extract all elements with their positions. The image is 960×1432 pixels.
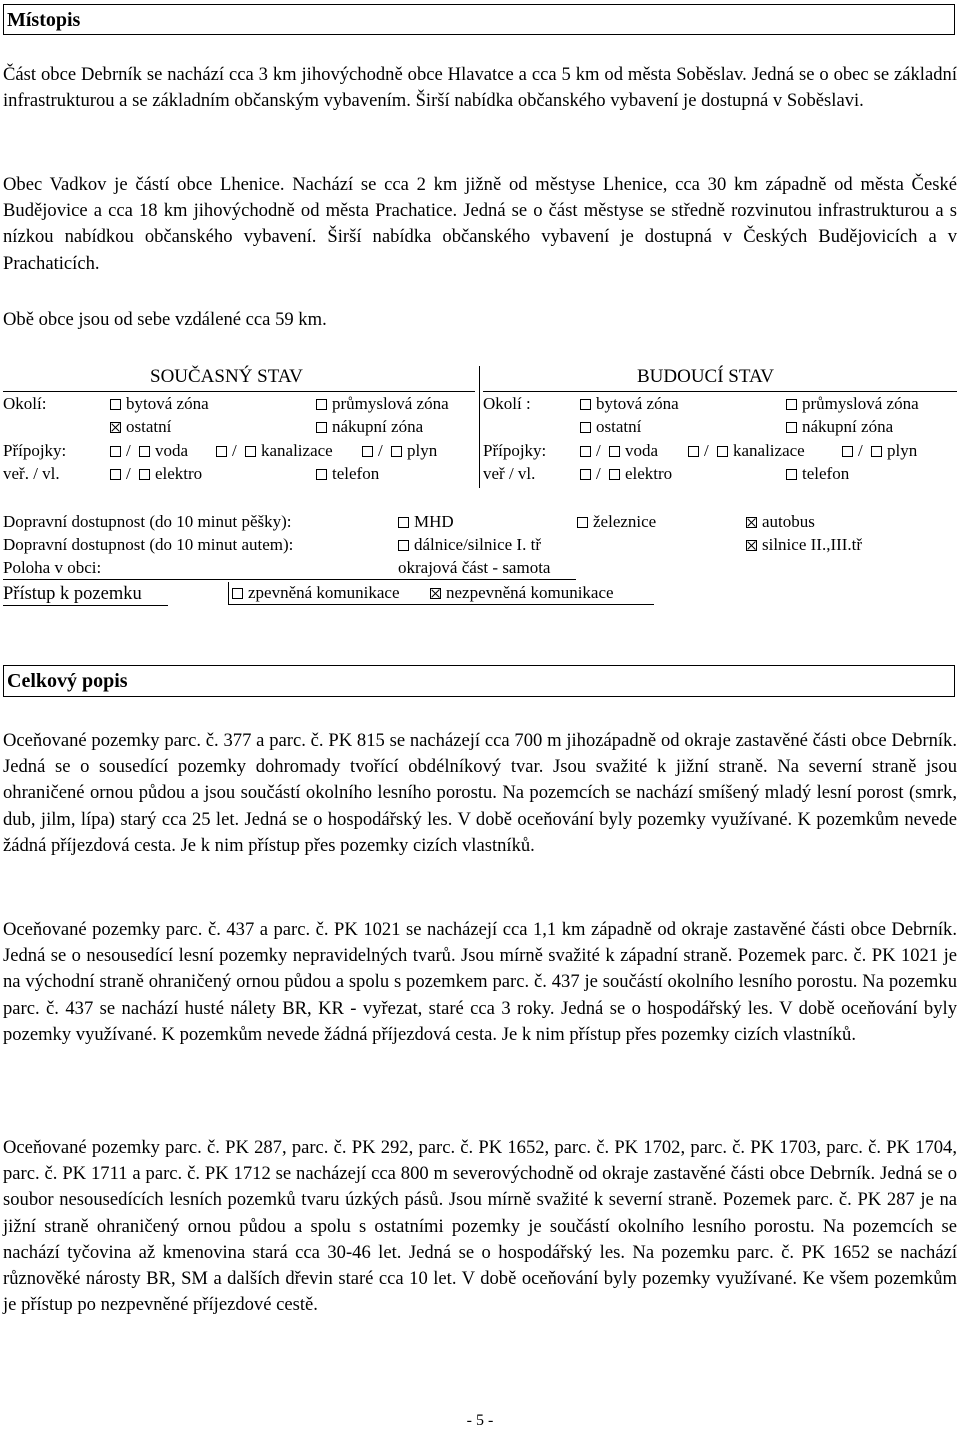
checkbox-icon <box>110 399 121 410</box>
option-elektro-current: / elektro <box>110 463 202 485</box>
checkbox-icon <box>786 469 797 480</box>
okoli-label-current: Okolí: <box>3 394 47 413</box>
checkbox-icon <box>232 588 243 599</box>
option-nakupni-future: nákupní zóna <box>786 416 893 438</box>
option-ostatni-current: ostatní <box>110 416 171 438</box>
current-state-title: SOUČASNÝ STAV <box>150 366 303 387</box>
walking-access-label: Dopravní dostupnost (do 10 minut pěšky): <box>3 512 292 531</box>
checkbox-icon <box>688 446 699 457</box>
checked-checkbox-icon <box>110 422 121 433</box>
checkbox-icon <box>316 469 327 480</box>
checkbox-icon <box>580 469 591 480</box>
access-options-rule <box>228 604 654 605</box>
car-access-label: Dopravní dostupnost (do 10 minut autem): <box>3 535 294 554</box>
table-rule-left <box>3 391 475 392</box>
position-value: okrajová část - samota <box>398 558 551 577</box>
option-bytova-current: bytová zóna <box>110 393 209 415</box>
section-title-mistopis: Místopis <box>3 4 955 35</box>
option-autobus: autobus <box>746 511 815 533</box>
future-state-title: BUDOUCÍ STAV <box>637 366 774 387</box>
checkbox-icon <box>609 446 620 457</box>
table-divider <box>479 366 480 488</box>
paragraph-parcel-437: Oceňované pozemky parc. č. 437 a parc. č. PK 1021 se nacházejí cca 1,1 km západně od okraje zastavěné části obce Debrník. Jedná se o nesousedící lesní pozemky nepravidelných tvarů. Jsou mírně svažité k západní straně. Pozemek parc. č. PK 1021 je na východní straně ohraničený ornou půdou a spolu s pozemkem parc. č. 437 je součástí okolního lesního porostu. Na pozemku parc. č. 437 se nachází husté nálety BR, KR - vyřezat, staré cca 3 roky. Jedná se o hospodářský les. V době oceňování byly pozemky využívané. K pozemkům nevede žádná příjezdová cesta. Je k nim přístup přes pozemky cizích vlastníků. <box>3 919 957 1045</box>
checkbox-icon <box>842 446 853 457</box>
option-plyn-current: / plyn <box>362 440 437 462</box>
access-label-rule <box>3 605 168 606</box>
option-ostatni-future: ostatní <box>580 416 641 438</box>
checkbox-icon <box>398 517 409 528</box>
option-voda-future: / voda <box>580 440 658 462</box>
checkbox-icon <box>362 446 373 457</box>
position-label: Poloha v obci: <box>3 558 102 577</box>
checked-checkbox-icon <box>430 588 441 599</box>
option-elektro-future: / elektro <box>580 463 672 485</box>
option-prumyslova-future: průmyslová zóna <box>786 393 919 415</box>
checkbox-icon <box>609 469 620 480</box>
option-prumyslova-current: průmyslová zóna <box>316 393 449 415</box>
option-bytova-future: bytová zóna <box>580 393 679 415</box>
checkbox-icon <box>717 446 728 457</box>
ver-vl-label-current: veř. / vl. <box>3 464 60 483</box>
paragraph-parcel-377: Oceňované pozemky parc. č. 377 a parc. č. PK 815 se nacházejí cca 700 m jihozápadně od okraje zastavěné části obce Debrník. Jedná se o sousedící pozemky dohromady tvořící obdélníkový tvar. Jsou svažité k jižní straně. Na severní straně jsou ohraničené ornou půdou a jsou součástí okolního lesního porostu. Na pozemcích se nachází smíšený mladý lesní porost (smrk, dub, jilm, lípa) starý cca 25 let. Jedná se o hospodářský les. V době oceňování byly pozemky využívané. K pozemkům nevede žádná příjezdová cesta. Je k nim přístup přes pozemky cizích vlastníků. <box>3 730 957 856</box>
option-telefon-future: telefon <box>786 463 849 485</box>
position-rule <box>3 579 576 580</box>
ver-vl-label-future: veř / vl. <box>483 464 536 483</box>
checkbox-icon <box>139 469 150 480</box>
option-mhd: MHD <box>398 511 454 533</box>
option-silnice: silnice II.,III.tř <box>746 534 862 556</box>
option-nakupni-current: nákupní zóna <box>316 416 423 438</box>
checkbox-icon <box>110 446 121 457</box>
checkbox-icon <box>110 469 121 480</box>
access-label: Přístup k pozemku <box>3 584 142 604</box>
option-telefon-current: telefon <box>316 463 379 485</box>
option-voda-current: / voda <box>110 440 188 462</box>
access-options-border <box>228 582 229 604</box>
checkbox-icon <box>580 446 591 457</box>
checkbox-icon <box>139 446 150 457</box>
checkbox-icon <box>398 540 409 551</box>
option-zpevnena: zpevněná komunikace <box>232 582 400 604</box>
option-zeleznice: železnice <box>577 511 656 533</box>
checkbox-icon <box>316 422 327 433</box>
checkbox-icon <box>391 446 402 457</box>
option-dalnice: dálnice/silnice I. tř <box>398 534 541 556</box>
checkbox-icon <box>786 422 797 433</box>
checkbox-icon <box>580 422 591 433</box>
section-title-celkovy-popis: Celkový popis <box>3 665 955 697</box>
checkbox-icon <box>580 399 591 410</box>
checked-checkbox-icon <box>746 517 757 528</box>
checkbox-icon <box>871 446 882 457</box>
paragraph-distance: Obě obce jsou od sebe vzdálené cca 59 km. <box>3 309 327 330</box>
option-kanalizace-future: / kanalizace <box>688 440 805 462</box>
paragraph-vadkov: Obec Vadkov je částí obce Lhenice. Nachází se cca 2 km jižně od městyse Lhenice, cca 30 km západně od města České Budějovice a cca 18 km jihovýchodně od města Prachatice. Jedná se o část městyse se středně rozvinutou infrastrukturou a s nízkou nabídkou občanského vybavení. Širší nabídka občanského vybavení je dostupná v Českých Budějovicích a v Prachaticích. <box>3 174 957 274</box>
pripojky-label-current: Přípojky: <box>3 441 67 460</box>
checkbox-icon <box>216 446 227 457</box>
checkbox-icon <box>316 399 327 410</box>
checkbox-icon <box>245 446 256 457</box>
option-plyn-future: / plyn <box>842 440 917 462</box>
checked-checkbox-icon <box>746 540 757 551</box>
pripojky-label-future: Přípojky: <box>483 441 547 460</box>
table-rule-right <box>483 391 957 392</box>
okoli-label-future: Okolí : <box>483 394 531 413</box>
paragraph-parcel-pk287: Oceňované pozemky parc. č. PK 287, parc. č. PK 292, parc. č. PK 1652, parc. č. PK 1702, parc. č. PK 1703, parc. č. PK 1704, parc. č. PK 1711 a parc. č. PK 1712 se nacházejí cca 800 m severovýchodně od okraje zastavěné části obce Debrník. Jedná se o soubor nesousedících lesních pozemků tvaru úzkých pásů. Jsou mírně svažité k severní straně. Pozemek parc. č. PK 287 je na jižní straně ohraničený ornou půdou a spolu s ostatními pozemky je součástí okolního lesního porostu. Na pozemcích se nachází tyčovina až kmenovina stará cca 30-46 let. Jedná se o hospodářský les. Na pozemku parc. č. PK 1652 se nachází různověké nárosty BR, SM a dalších dřevin staré cca 10 let. V době oceňování byly pozemky využívané. Ke všem pozemkům je přístup po nezpevněné příjezdové cestě. <box>3 1137 957 1316</box>
paragraph-debrnik: Část obce Debrník se nachází cca 3 km jihovýchodně obce Hlavatce a cca 5 km od města Soběslav. Jedná se o obec se základní infrastrukturou a se základním občanským vybavením. Širší nabídka občanského vybavení je dostupná v Soběslavi. <box>3 64 957 112</box>
checkbox-icon <box>786 399 797 410</box>
checkbox-icon <box>577 517 588 528</box>
option-nezpevnena: nezpevněná komunikace <box>430 582 614 604</box>
option-kanalizace-current: / kanalizace <box>216 440 333 462</box>
page-number: - 5 - <box>466 1412 494 1429</box>
